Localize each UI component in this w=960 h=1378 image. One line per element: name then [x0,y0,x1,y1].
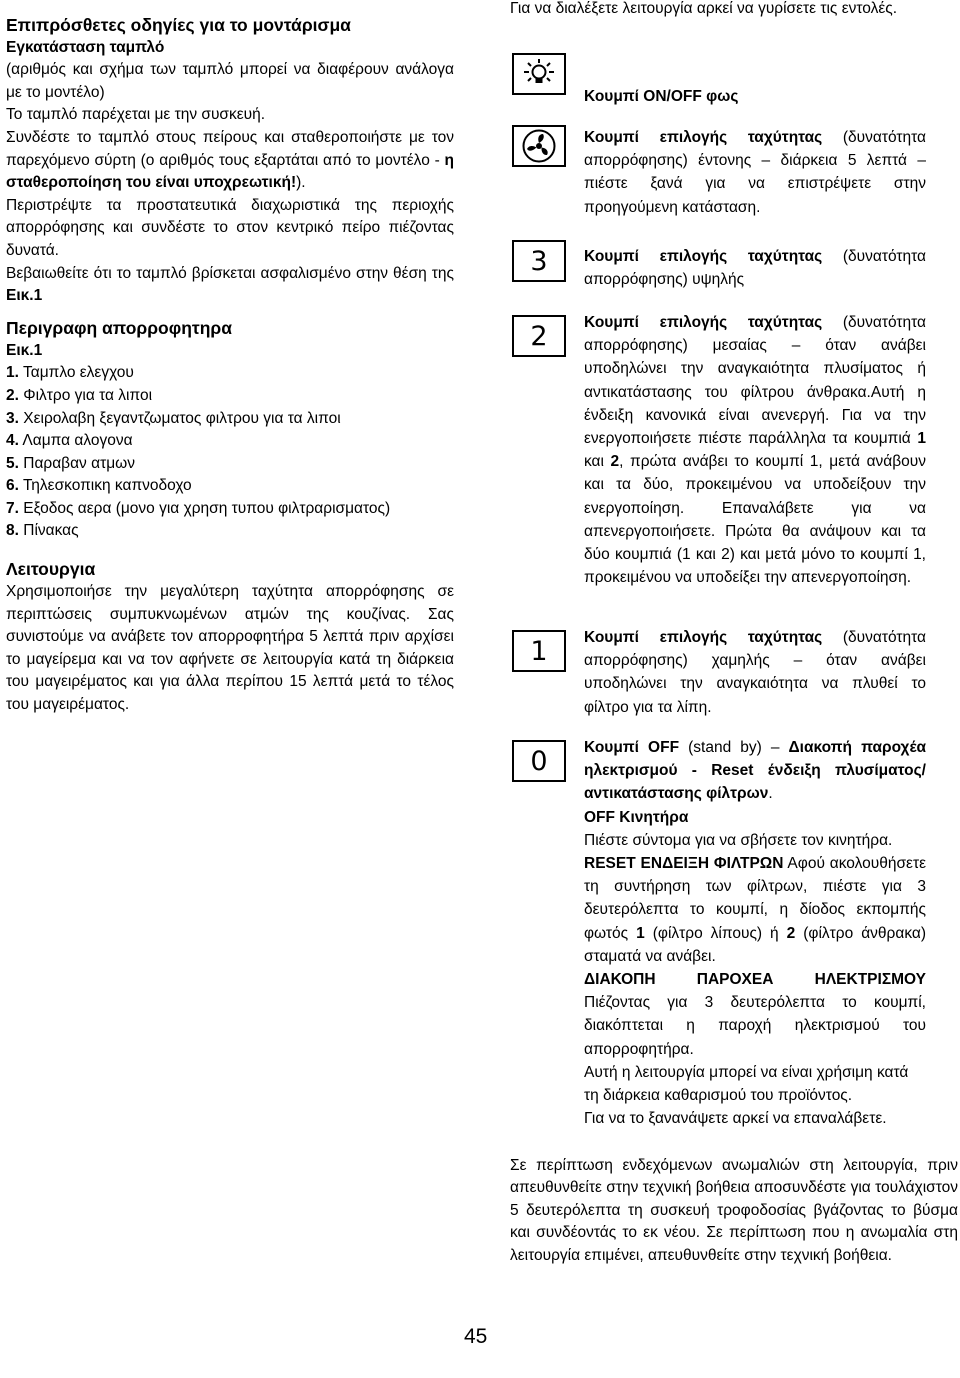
list-item-label: Φιλτρο για τα λιποι [23,386,153,404]
page-number: 45 [464,1325,488,1348]
intro-text: Για να διαλέξετε λειτουργία αρκεί να γυρίσετε τις εντολές. [510,0,898,17]
list-item-label: Παραβαν ατμων [23,454,135,472]
list-item-number: 5. [6,454,19,472]
panel-heading: Εγκατάσταση ταμπλό [6,38,165,56]
speed1-text: (δυνατότητα απορρόφησης) χαμηλής – όταν ανάβει υποδηλώνει την αναγκαιότητα να πλυθεί το φίλτρο για τα λίπη. [584,629,926,716]
list-item-number: 6. [6,477,19,495]
rotate-paragraph: Περιστρέψτε τα προστατευτικά διαχωριστικά της περιοχής απορρόφησης και συνδέστε το στον κεντρικό πείρο πιέζοντας δυνατά. [6,196,454,259]
reset-text-3: (φίλτρο άνθρακα) σταματά να ανάβει. [584,924,926,965]
button-ref-2: 2 [610,453,620,471]
intensive-button-icon-box [512,125,566,167]
intensive-text: (δυνατότητα απορρόφησης) έντονης – διάρκεια 5 λεπτά – πιέστε ξανά για να επιστρέψετε στην προηγούμενη κατάσταση. [584,129,926,216]
connect-text: Συνδέστε το ταμπλό στους πείρους και σταθεροποιήστε με τον παρεχόμενο σύρτη (ο αριθμός τους εξαρτάται από το μοντέλο - [6,128,454,169]
light-button-icon-box [512,53,566,95]
reset-paragraph [584,852,926,968]
power-text: Πιέζοντας για 3 δευτερόλεπτα το κουμπί, διακόπτεται η παροχή ηλεκτρισμού του απορροφητήρα. [584,994,926,1058]
list-item-number: 8. [6,522,19,540]
connect-warning: η σταθεροποίηση του είναι υποχρεωτική! [6,151,454,192]
speed1-desc [584,626,926,719]
speed3-desc [584,245,926,291]
speed3-text: (δυνατότητα απορρόφησης) υψηλής [584,248,926,289]
figure-reference: Εικ.1 [6,287,43,305]
led-ref-1: 1 [636,924,645,942]
off-desc [584,736,926,1130]
intensive-button-desc [584,126,926,219]
speed3-icon-box [512,240,566,282]
off-dot: . [768,785,773,803]
speed1-icon-box [512,630,566,672]
speed-label: Κουμπί επιλογής ταχύτητας [584,129,823,146]
list-item [6,498,454,521]
speed-label: Κουμπί επιλογής ταχύτητας [584,248,823,265]
speed2-text: (δυνατότητα απορρόφησης) μεσαίας – όταν ανάβει υποδηλώνει την αναγκαιότητα πλυσίματος ή αντικατάστασης του φίλτρου άνθρακα.Αυτή η ένδειξη κανονικά είναι ανενεργή. Για να την ενεργοποιήσετε πιέστε παράλληλα τα κουμπιά [584,314,926,448]
list-item-number: 4. [6,432,19,450]
led-ref-2: 2 [786,924,796,942]
off-digit: 0 [530,745,548,777]
list-item-label: Τηλεσκοπικη καπνοδοχο [22,477,192,495]
fan-icon [521,128,557,164]
list-item-label: Λαμπα αλογονα [22,432,133,450]
lamp-icon [519,57,559,91]
list-item [6,430,454,453]
reset-title: RESET ΕΝΔΕΙΞΗ ΦΙΛΤΡΩΝ [584,855,784,873]
motor-off-text: Πιέστε σύντομα για να σβήσετε τον κινητήρα. [584,831,893,849]
speed2-digit: 2 [530,320,548,352]
reset-text: Αφού ακολουθήσετε τη συντήρηση των φίλτρων, πιέστε για 3 δευτερόλεπτα το κουμπί, η δίοδος εκπομπής φωτός [584,855,926,942]
list-item [6,520,454,543]
off-label: Κουμπί OFF [584,739,680,756]
speed2-text-end: , πρώτα ανάβει το κουμπί 1, μετά ανάβουν και τα δύο, προκειμένου να υποδείξουν την ενεργοποίηση. Επαναλάβετε για να απενεργοποιήσετε. Πρώτα θα ανάψουν και τα δύο κουμπιά (1 και 2) και μετά μόνο το κουμπί 1, προκειμένου να υποδείξει την απενεργοποίηση. [584,453,926,587]
list-item-label: Πίνακας [23,522,79,540]
motor-off-title: OFF Κινητήρα [584,808,689,826]
panel-supplied: Το ταμπλό παρέχεται με την συσκευή. [6,106,266,124]
list-item-number: 1. [6,364,19,382]
speed-label: Κουμπί επιλογής ταχύτητας [584,314,823,331]
list-item-number: 2. [6,386,19,404]
light-button-title: Κουμπί ON/OFF φως [584,88,739,105]
cleaning-text: Αυτή η λειτουργία μπορεί να είναι χρήσιμη κατά τη διάρκεια καθαρισμού του προϊόντος. [584,1063,909,1105]
list-item-label: Ταμπλο ελεγχου [22,364,134,382]
secure-paragraph [6,263,454,308]
reset-text-2: (φίλτρο λίπους) ή [644,924,787,942]
left-column [6,14,454,717]
list-item-number: 7. [6,499,19,517]
list-item [6,362,454,385]
speed2-desc [584,311,926,589]
list-item [6,408,454,431]
figure-label: Εικ.1 [6,341,43,359]
off-icon-box [512,740,566,782]
button-ref-1: 1 [917,430,926,448]
secure-text: Βεβαιωθείτε ότι το ταμπλό βρίσκεται ασφαλισμένο στην θέση της [6,264,454,282]
list-item [6,453,454,476]
off-title [584,736,926,806]
restore-text: Για να το ξανανάψετε αρκεί να επαναλάβετε. [584,1110,887,1128]
speed2-and: και [584,453,611,471]
list-item [6,475,454,498]
off-standby: (stand by) – [679,739,789,756]
list-item-label: Εξοδος αερα (μονο για χρηση τυπου φιλτραρισματος) [23,499,391,517]
panel-note: (αριθμός και σχήμα των ταμπλό μπορεί να διαφέρουν ανάλογα με το μοντέλο) [6,61,454,101]
speed1-digit: 1 [530,635,548,667]
section-title: Επιπρόσθετες οδηγίες για το μοντάρισμα [6,15,351,35]
connect-paragraph [6,127,454,195]
operation-paragraph: Χρησιμοποιήσε την μεγαλύτερη ταχύτητα απορρόφησης σε περιπτώσεις συμπυκνωμένων ατμών της κουζίνας. Σας συνιστούμε να ανάβετε τον απορροφητήρα 5 λεπτά πριν αρχίσει το μαγείρεμα και να τον αφήνετε σε λειτουργία κατά τη διάρκεια του μαγειρέματος και για άλλα περίπου 15 λεπτά μετά το τέλος του μαγειρέματος. [6,583,454,714]
list-item [6,385,454,408]
description-heading: Περιγραφη απορροφητηρα [6,317,233,338]
speed3-digit: 3 [530,245,548,277]
speed2-icon-box [512,315,566,357]
speed-label: Κουμπί επιλογής ταχύτητας [584,629,823,646]
operation-heading: Λειτουργια [6,559,96,580]
list-item-number: 3. [6,409,19,427]
power-title: ΔΙΑΚΟΠΗ ΠΑΡΟΧΕΑ ΗΛΕΚΤΡΙΣΜΟΥ [584,971,926,989]
parts-list [6,362,454,543]
off-function: Διακοπή παροχέα ηλεκτρισμού - Reset ένδειξη πλυσίματος/αντικατάστασης φίλτρων [584,739,926,803]
connect-end: ). [296,174,306,192]
fault-paragraph: Σε περίπτωση ενδεχόμενων ανωμαλιών στη λειτουργία, πριν απευθυνθείτε στην τεχνική βοήθεια αποσυνδέστε για τουλάχιστον 5 δευτερόλεπτα τη συσκευή τροφοδοσίας βγάζοντας το βύσμα και συνδέοντάς το εκ νέου. Σε περίπτωση που η ανωμαλία στη λειτουργία επιμένει, απευθυνθείτε στην τεχνική βοήθεια. [510,1157,958,1264]
list-item-label: Χειρολαβη ξεγαντζωματος φιλτρου για τα λιποι [23,409,341,427]
